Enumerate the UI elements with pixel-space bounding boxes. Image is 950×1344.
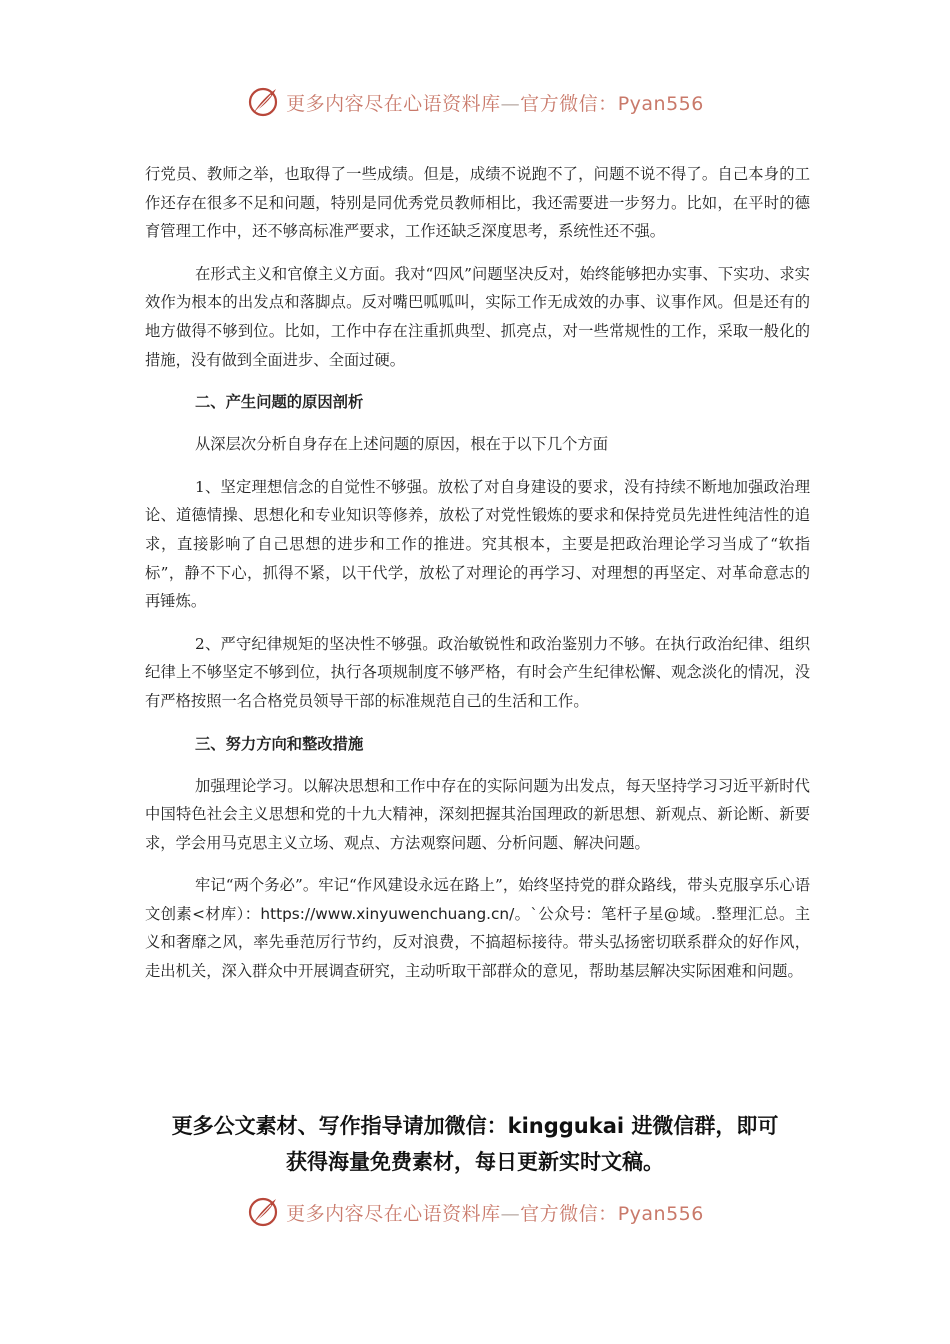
footer-banner-title: 更多内容尽在心语资料库 [286, 1202, 501, 1225]
banner-wechat-id: Pyan556 [617, 92, 704, 115]
paragraph-5 [145, 630, 810, 716]
banner-wechat-label: 官方微信： [520, 92, 618, 115]
promo-line-1: 更多公文素材、写作指导请加微信：kinggukai 进微信群，即可 [171, 1114, 779, 1138]
paragraph-3: 从深层次分析自身存在上述问题的原因，根在于以下几个方面 [195, 435, 609, 454]
source-url-text: https://www.xinyuwenchuang.cn/ [260, 904, 515, 923]
feather-pen-logo-icon [246, 1195, 280, 1229]
promo-block [100, 1108, 850, 1180]
footer-banner-inner [246, 1195, 704, 1229]
footer-banner [0, 1192, 950, 1232]
section-heading-3: 三、努力方向和整改措施 [195, 734, 364, 753]
promo-line-2: 获得海量免费素材，每日更新实时文稿。 [286, 1150, 664, 1174]
footer-banner-separator: — [500, 1202, 521, 1225]
document-body [145, 160, 810, 1000]
paragraph-4 [145, 473, 810, 616]
footer-banner-text [286, 1199, 704, 1226]
paragraph-6 [145, 772, 810, 858]
paragraph-2 [145, 260, 810, 374]
footer-banner-wechat-label: 官方微信： [520, 1202, 618, 1225]
paragraph-4-body: 放松了对自身建设的要求，没有持续不断地加强政治理论、道德情操、思想化和专业知识等修养，放松了对党性锻炼的要求和保持党员先进性纯洁性的追求，直接影响了自己思想的进步和工作的推进。究其根本，主要是把政治理论学习当成了“软指标”，静不下心，抓得不紧，以干代学，放松了对理论的再学习、对理想的再坚定、对革命意志的再锤炼。 [145, 477, 810, 611]
header-banner [0, 82, 950, 122]
footer-banner-wechat-id: Pyan556 [617, 1202, 704, 1225]
banner-separator: — [500, 92, 521, 115]
paragraph-4-lead: 1、坚定理想信念的自觉性不够强。 [195, 477, 438, 496]
banner-inner [246, 85, 704, 119]
paragraph-7-part-a: 牢记“两个务必”。牢记“作风建设永远在路上”，始终坚持党的群众路线，带头克服享乐心语文创素<材库）： [145, 876, 810, 923]
section-heading-2: 二、产生问题的原因剖析 [195, 393, 364, 412]
paragraph-6-body: 以解决思想和工作中存在的实际问题为出发点，每天坚持学习习近平新时代中国特色社会主义思想和党的十九大精神，深刻把握其治国理政的新思想、新观点、新论断、新要求，学会用马克思主义立场、观点、方法观察问题、分析问题、解决问题。 [145, 776, 810, 852]
paragraph-5-lead: 2、严守纪律规矩的坚决性不够强。 [195, 634, 438, 653]
paragraph-7-part-b: 。`公众号：笔杆子星@域。.整理汇总。主义和奢靡之风，率先垂范厉行节约，反对浪费，不搞超标接待。带头弘扬密切联系群众的好作风，走出机关，深入群众中开展调查研究，主动听取干部群众的意见，帮助基层解决实际困难和问题。 [145, 904, 810, 981]
paragraph-2-body: 我对“四风”问题坚决反对，始终能够把办实事、下实功、求实效作为根本的出发点和落脚点。反对嘴巴呱呱叫，实际工作无成效的办事、议事作风。但是还有的地方做得不够到位。比如，工作中存在注重抓典型、抓亮点，对一些常规性的工作，采取一般化的措施，没有做到全面进步、全面过硬。 [145, 264, 810, 369]
paragraph-1: 行党员、教师之举，也取得了一些成绩。但是，成绩不说跑不了，问题不说不得了。自己本身的工作还存在很多不足和问题，特别是同优秀党员教师相比，我还需要进一步努力。比如，在平时的德育管理工作中，还不够高标准严要求，工作还缺乏深度思考，系统性还不强。 [145, 165, 810, 241]
paragraph-6-lead: 加强理论学习。 [195, 776, 303, 795]
paragraph-7 [145, 871, 810, 985]
banner-text [286, 89, 704, 116]
paragraph-5-body: 政治敏锐性和政治鉴别力不够。在执行政治纪律、组织纪律上不够坚定不够到位，执行各项规制度不够严格，有时会产生纪律松懈、观念淡化的情况，没有严格按照一名合格党员领导干部的标准规范自己的生活和工作。 [145, 634, 810, 710]
paragraph-2-lead: 在形式主义和官僚主义方面。 [195, 264, 395, 283]
feather-pen-logo-icon [246, 85, 280, 119]
banner-title: 更多内容尽在心语资料库 [286, 92, 501, 115]
